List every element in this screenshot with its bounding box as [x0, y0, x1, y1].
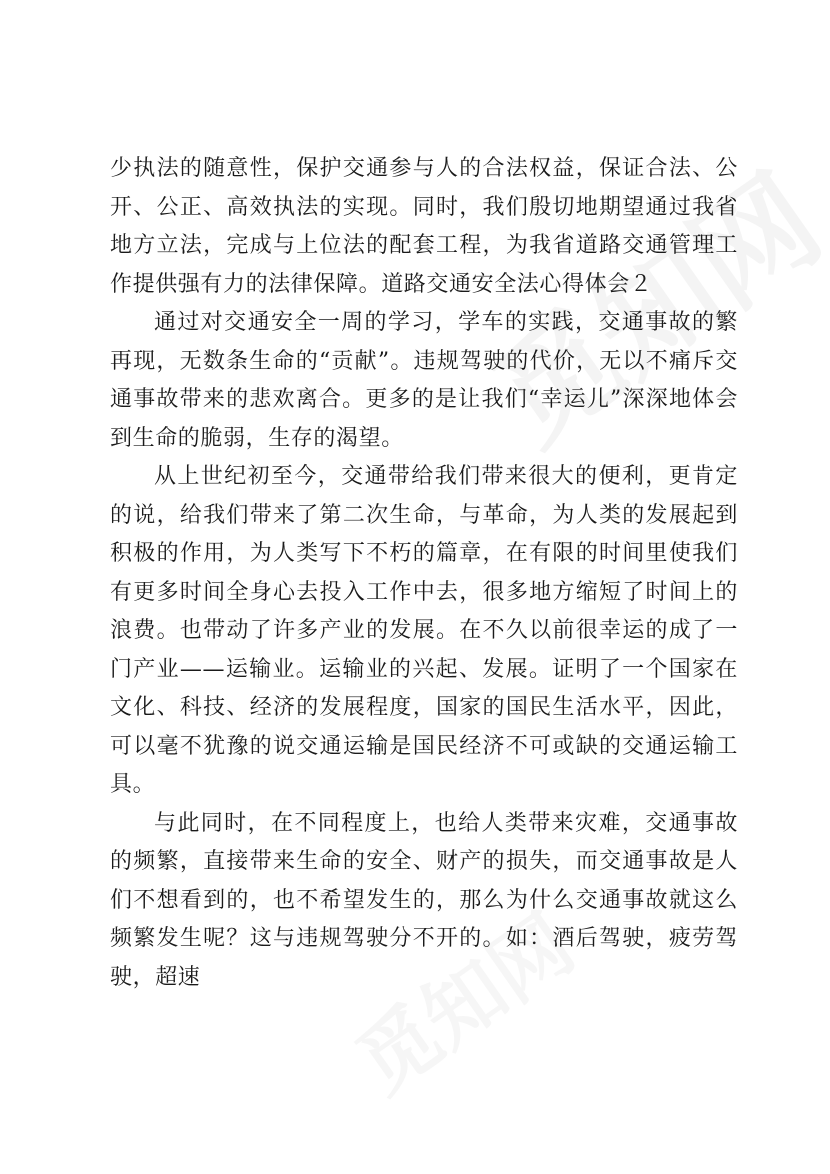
- paragraph-4: 与此同时，在不同程度上，也给人类带来灾难，交通事故的频繁，直接带来生命的安全、财产的损失，而交通事故是人们不想看到的，也不希望发生的，那么为什么交通事故就这么频繁发生呢？这与违规驾驶分不开的。如：酒后驾驶，疲劳驾驶，超速: [110, 810, 738, 990]
- paragraph-1: 少执法的随意性，保护交通参与人的合法权益，保证合法、公开、公正、高效执法的实现。同时，我们殷切地期望通过我省地方立法，完成与上位法的配套工程，为我省道路交通管理工作提供强有力的法律保障。道路交通安全法心得体会２: [110, 156, 738, 297]
- document-body: [110, 150, 738, 997]
- paragraph-2: 通过对交通安全一周的学习，学车的实践，交通事故的繁再现，无数条生命的“贡献”。违规驾驶的代价，无以不痛斥交通事故带来的悲欢离合。更多的是让我们“幸运儿”深深地体会到生命的脆弱，生存的渴望。: [110, 310, 738, 451]
- paragraph-3: 从上世纪初至今，交通带给我们带来很大的便利，更肯定的说，给我们带来了第二次生命，与革命，为人类的发展起到积极的作用，为人类写下不朽的篇章，在有限的时间里使我们有更多时间全身心去投入工作中去，很多地方缩短了时间上的浪费。也带动了许多产业的发展。在不久以前很幸运的成了一门产业——运输业。运输业的兴起、发展。证明了一个国家在文化、科技、经济的发展程度，国家的国民生活水平，因此，可以毫不犹豫的说交通运输是国民经济不可或缺的交通运输工具。: [110, 464, 738, 797]
